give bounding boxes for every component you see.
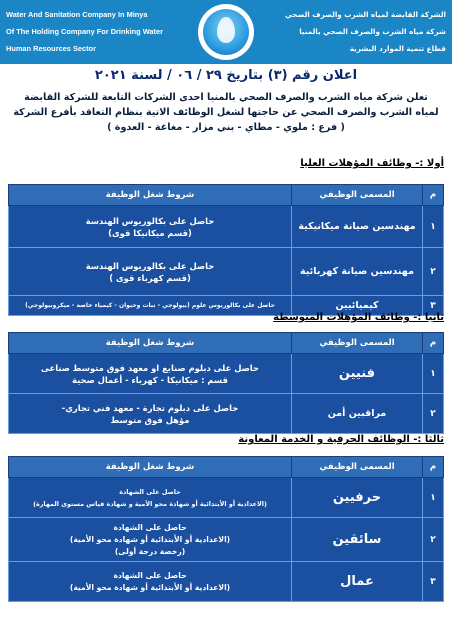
job-title: عمال — [292, 562, 423, 602]
table-row — [9, 562, 444, 602]
table-row — [9, 394, 444, 434]
header-ar-line: قطاع تنمية الموارد البشرية — [349, 44, 446, 53]
company-logo — [198, 4, 254, 60]
row-number: ١ — [423, 478, 444, 518]
section-title-higher: أولا :- وظائف المؤهلات العليا — [300, 158, 444, 169]
table-header-row — [9, 333, 444, 354]
job-conditions: حاصل على دبلوم تجارة - معهد فني تجاري- مؤهل فوق متوسط — [9, 394, 292, 434]
col-header-num: م — [423, 457, 444, 478]
table-row — [9, 478, 444, 518]
header-arabic-text — [256, 6, 446, 57]
col-header-conditions: شروط شغل الوظيفة — [9, 457, 292, 478]
col-header-job: المسمى الوظيفي — [292, 457, 423, 478]
jobs-table-middle — [8, 332, 444, 434]
announcement-title: اعلان رقم (٣) بتاريخ ٢٩ / ٠٦ / لسنة ٢٠٢١ — [94, 68, 358, 83]
col-header-conditions: شروط شغل الوظيفة — [9, 185, 292, 206]
job-conditions: حاصل على بكالوريوس علوم (بيولوجي - نبات وحيوان - كيمياء خاصة - ميكروبيولوجي) — [9, 296, 292, 316]
jobs-table-higher — [8, 184, 444, 316]
header-banner — [0, 0, 452, 64]
table-header-row — [9, 185, 444, 206]
job-conditions: حاصل على الشهادة (الاعدادية أو الأبتدائية أو شهادة محو الأمية) — [9, 562, 292, 602]
col-header-num: م — [423, 185, 444, 206]
jobs-table-crafts — [8, 456, 444, 602]
table-row — [9, 206, 444, 248]
intro-line: تعلن شركة مياه الشرب والصرف الصحي بالمنيا احدى الشركات التابعة للشركة القابضة — [24, 92, 428, 103]
intro-line: لمياه الشرب والصرف الصحي عن حاجتها لشغل الوظائف الاتية بنظام التعاقد بأفرع الشركة — [13, 107, 439, 118]
header-en-line: Water And Sanitation Company In Minya — [6, 10, 148, 19]
row-number: ٢ — [423, 248, 444, 296]
section-title-crafts: ثالثا :- الوظائف الحرفية و الخدمة المعاونة — [238, 434, 444, 445]
job-conditions: حاصل على بكالوريوس الهندسة (قسم ميكانيكا قوى) — [9, 206, 292, 248]
job-conditions: حاصل على دبلوم صنايع او معهد فوق متوسط صناعى قسم : ميكانيكا - كهرباء - أعمال صحية — [9, 354, 292, 394]
col-header-job: المسمى الوظيفي — [292, 333, 423, 354]
row-number: ٢ — [423, 394, 444, 434]
header-en-line: Of The Holding Company For Drinking Water — [6, 27, 163, 36]
job-title: مهندسين صيانة كهربائية — [292, 248, 423, 296]
row-number: ٣ — [423, 562, 444, 602]
announcement-intro — [0, 90, 452, 135]
col-header-job: المسمى الوظيفي — [292, 185, 423, 206]
row-number: ٣ — [423, 296, 444, 316]
row-number: ١ — [423, 354, 444, 394]
col-header-conditions: شروط شغل الوظيفة — [9, 333, 292, 354]
col-header-num: م — [423, 333, 444, 354]
section-title-middle: ثانيا :- وظائف المؤهلات المتوسطة — [273, 312, 444, 323]
job-title: سائقين — [292, 518, 423, 562]
job-title: مهندسين صيانة ميكانيكية — [292, 206, 423, 248]
table-row — [9, 248, 444, 296]
header-ar-line: شركة مياه الشرب والصرف الصحي بالمنيا — [299, 27, 446, 36]
table-header-row — [9, 457, 444, 478]
table-row — [9, 354, 444, 394]
job-title: كيميائيين — [292, 296, 423, 316]
header-english-text — [6, 6, 196, 57]
intro-line: ( فرع : ملوي - مطاي - بني مزار - مغاغة - العدوة ) — [107, 122, 345, 133]
job-title: مراقبين أمن — [292, 394, 423, 434]
job-title: فنيين — [292, 354, 423, 394]
job-conditions: حاصل على الشهادة (الاعدادية أو الأبتدائية أو شهادة محو الأمية) (رخصة درجة أولى) — [9, 518, 292, 562]
row-number: ٢ — [423, 518, 444, 562]
table-row — [9, 518, 444, 562]
job-conditions: حاصل على بكالوريوس الهندسة (قسم كهرباء قوى ) — [9, 248, 292, 296]
header-en-line: Human Resources Sector — [6, 44, 96, 53]
header-ar-line: الشركة القابضة لمياه الشرب والصرف الصحي — [285, 10, 446, 19]
row-number: ١ — [423, 206, 444, 248]
job-conditions: حاصل على الشهادة (الاعدادية أو الأبتدائية أو شهادة محو الأمية و شهادة قياس مستوى المهارة) — [9, 478, 292, 518]
job-title: حرفيين — [292, 478, 423, 518]
